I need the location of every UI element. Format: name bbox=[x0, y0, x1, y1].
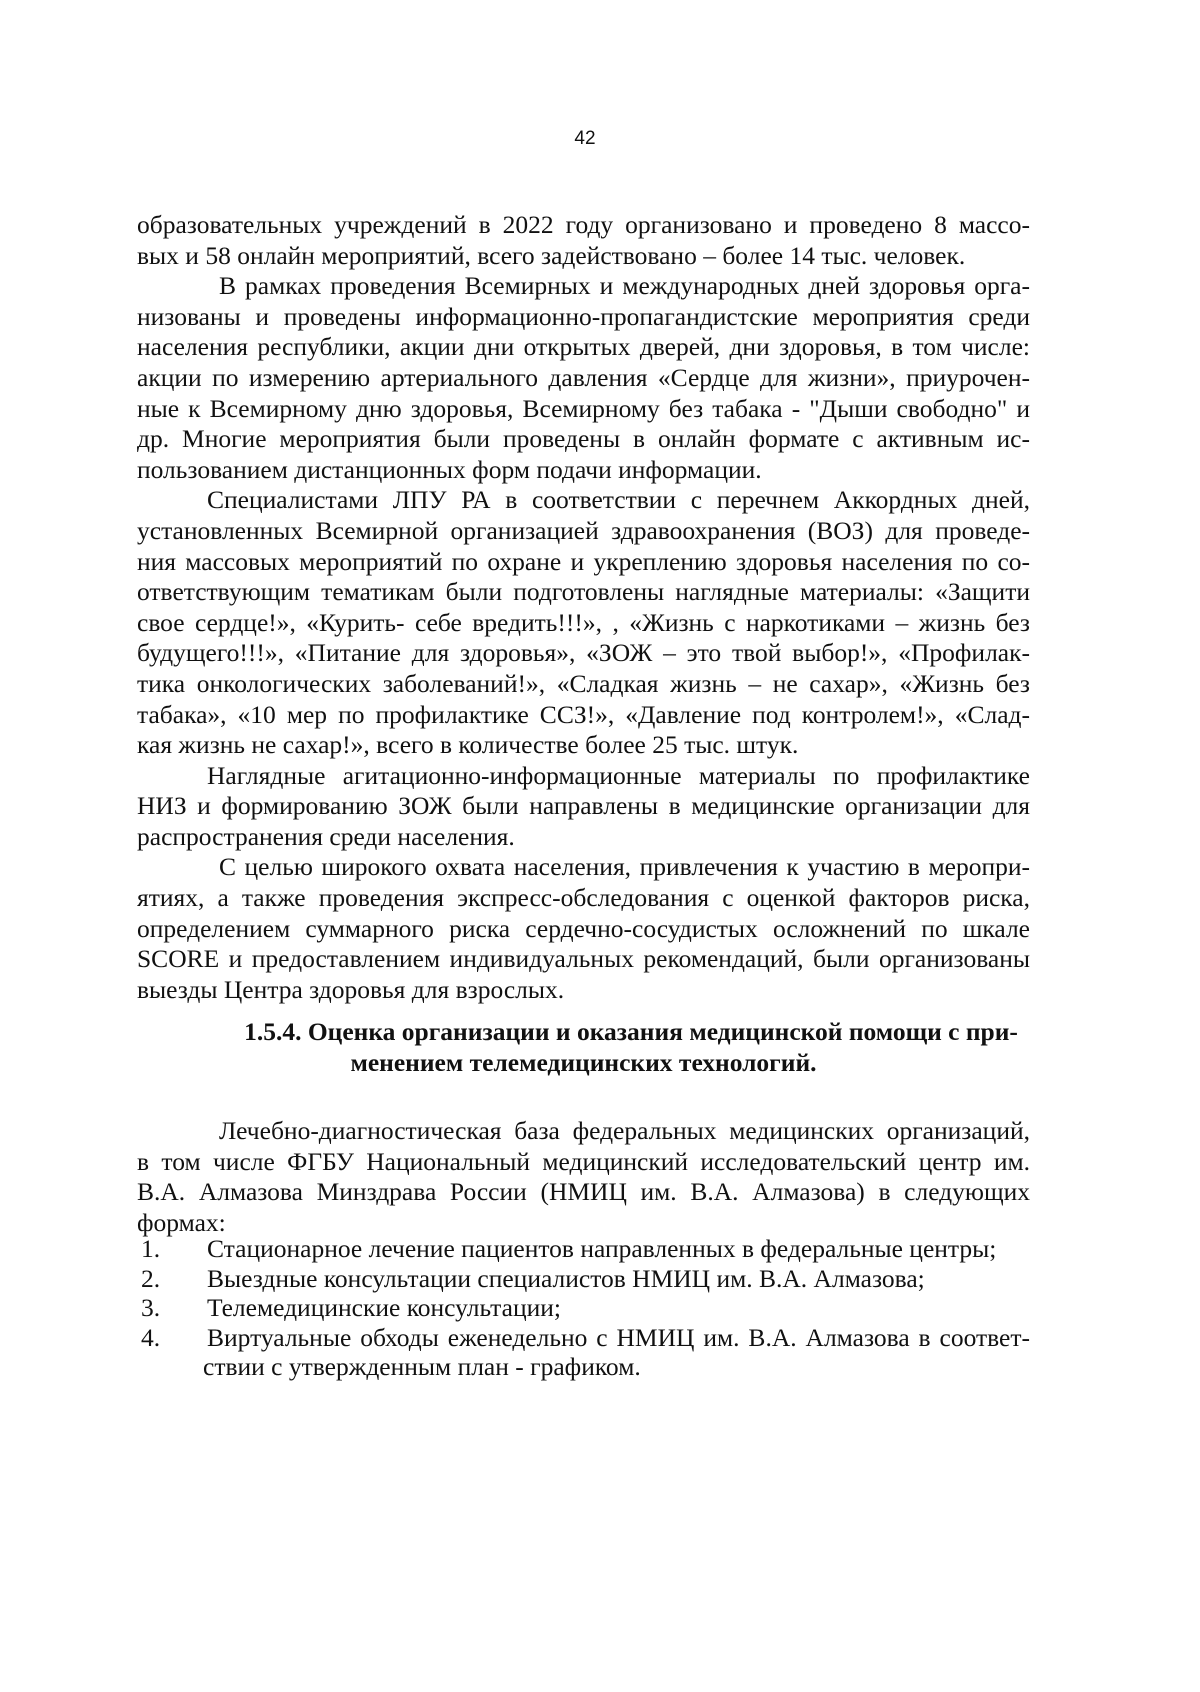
text-line: определением суммарного риска сердечно-сосудистых осложнений по шкале bbox=[137, 913, 1030, 943]
text-line: низованы и проведены информационно-пропагандистские мероприятия среди bbox=[137, 301, 1030, 331]
text-line: акции по измерению артериального давления «Сердце для жизни», приурочен- bbox=[137, 362, 1030, 392]
text-line: Лечебно-диагностическая база федеральных медицинских организаций, bbox=[219, 1116, 1030, 1145]
text-line: табака», «10 мер по профилактике ССЗ!», «Давление под контролем!», «Слад- bbox=[137, 699, 1030, 729]
list-item-text: Стационарное лечение пациентов направленных в федеральные центры; bbox=[207, 1234, 997, 1263]
text-line: ответствующим тематикам были подготовлены наглядные материалы: «Защити bbox=[137, 577, 1030, 607]
heading-line: 1.5.4. Оценка организации и оказания медицинской помощи с при- bbox=[244, 1017, 1018, 1046]
text-line: в том числе ФГБУ Национальный медицинский исследовательский центр им. bbox=[137, 1146, 1030, 1176]
text-line: установленных Всемирной организацией здравоохранения (ВОЗ) для проведе- bbox=[137, 515, 1030, 545]
list-item-number: 3. bbox=[141, 1293, 161, 1322]
text-line: ния массовых мероприятий по охране и укреплению здоровья населения по со- bbox=[137, 546, 1030, 576]
paragraph-federal-base bbox=[137, 1116, 1030, 1238]
text-line: тика онкологических заболеваний!», «Сладкая жизнь – не сахар», «Жизнь без bbox=[137, 668, 1030, 698]
body-text bbox=[137, 210, 1030, 1005]
text-line: выезды Центра здоровья для взрослых. bbox=[137, 974, 565, 1004]
list-item-text: Телемедицинские консультации; bbox=[207, 1293, 561, 1322]
list-item-number: 4. bbox=[141, 1322, 161, 1352]
list-item-number: 1. bbox=[141, 1234, 161, 1263]
text-line: вых и 58 онлайн мероприятий, всего задействовано – более 14 тыс. человек. bbox=[137, 240, 966, 270]
text-line: В рамках проведения Всемирных и международных дней здоровья орга- bbox=[219, 271, 1030, 301]
text-line: Специалистами ЛПУ РА в соответствии с перечнем Аккордных дней, bbox=[207, 485, 1030, 515]
list-item bbox=[137, 1323, 1030, 1353]
text-line: свое сердце!», «Курить- себе вредить!!!», , «Жизнь с наркотиками – жизнь без bbox=[137, 607, 1030, 637]
list-item bbox=[137, 1264, 1030, 1294]
text-line: формах: bbox=[137, 1207, 226, 1237]
text-line: образовательных учреждений в 2022 году организовано и проведено 8 массо- bbox=[137, 210, 1030, 239]
text-line: ные к Всемирному дню здоровья, Всемирному без табака - "Дыши свободно" и bbox=[137, 393, 1030, 423]
text-line: кая жизнь не сахар!», всего в количестве более 25 тыс. штук. bbox=[137, 730, 799, 760]
text-line: распространения среди населения. bbox=[137, 821, 515, 851]
text-line: В.А. Алмазова Минздрава России (НМИЦ им. В.А. Алмазова) в следующих bbox=[137, 1177, 1030, 1207]
text-line: SCORE и предоставлением индивидуальных рекомендаций, были организованы bbox=[137, 944, 1030, 974]
list-item-text: Выездные консультации специалистов НМИЦ им. В.А. Алмазова; bbox=[207, 1263, 925, 1293]
list-item-continuation: ствии с утвержденным план - графиком. bbox=[203, 1352, 641, 1381]
page-number: 42 bbox=[574, 128, 596, 149]
text-line: Наглядные агитационно-информационные материалы по профилактике bbox=[207, 760, 1030, 790]
text-line: НИЗ и формированию ЗОЖ были направлены в медицинские организации для bbox=[137, 791, 1030, 821]
text-line: пользованием дистанционных форм подачи информации. bbox=[137, 454, 762, 484]
text-line: ятиях, а также проведения экспресс-обследования с оценкой факторов риска, bbox=[137, 883, 1030, 913]
text-line: будущего!!!», «Питание для здоровья», «ЗОЖ – это твой выбор!», «Профилак- bbox=[137, 638, 1030, 668]
text-line: др. Многие мероприятия были проведены в онлайн формате с активным ис- bbox=[137, 424, 1030, 454]
text-line: населения республики, акции дни открытых дверей, дни здоровья, в том числе: bbox=[137, 332, 1030, 362]
section-heading bbox=[137, 1016, 1030, 1078]
list-item bbox=[137, 1234, 1030, 1264]
numbered-list bbox=[137, 1234, 1030, 1382]
list-item bbox=[137, 1293, 1030, 1323]
list-item-text: Виртуальные обходы еженедельно с НМИЦ им. В.А. Алмазова в соответ- bbox=[207, 1322, 1030, 1352]
list-item-number: 2. bbox=[141, 1263, 161, 1293]
text-line: С целью широкого охвата населения, привлечения к участию в меропри- bbox=[219, 852, 1030, 882]
heading-line: менением телемедицинских технологий. bbox=[350, 1048, 817, 1077]
